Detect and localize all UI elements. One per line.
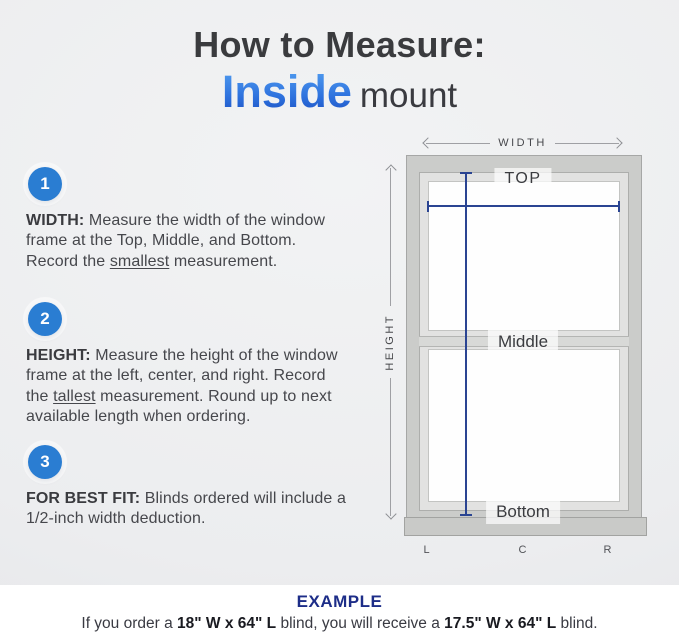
- example-ordered-size: 18" W x 64" L: [177, 615, 277, 632]
- height-arrow-label: HEIGHT: [384, 313, 396, 371]
- arrow-line: [390, 168, 391, 306]
- step-1-number: 1: [40, 174, 50, 193]
- step-2-underlined-word: tallest: [53, 387, 96, 405]
- step-2-text-pre: Measure the height of the window frame at the left, center, and right. Record the: [26, 347, 338, 405]
- width-arrow-label: WIDTH: [498, 136, 547, 149]
- height-measure-line: [465, 172, 467, 516]
- marker-top: TOP: [494, 168, 551, 190]
- title-line1: How to Measure:: [193, 24, 486, 65]
- example-text: [0, 615, 679, 633]
- example-text-post: blind.: [556, 615, 598, 632]
- title-accent-inside: Inside: [221, 66, 352, 117]
- example-heading: EXAMPLE: [296, 592, 383, 611]
- example-text-pre: If you order a: [81, 615, 178, 632]
- width-arrow: [424, 137, 621, 149]
- width-measure-line: [427, 205, 620, 207]
- arrow-down-icon: [385, 508, 396, 519]
- step-2-number: 2: [40, 309, 50, 328]
- arrow-right-icon: [611, 137, 622, 148]
- window-pane-bottom: [428, 349, 620, 502]
- step-2-text-post: measurement. Round up to next available length when ordering.: [26, 387, 332, 425]
- label-left: L: [423, 544, 431, 556]
- arrow-line: [390, 378, 391, 516]
- height-arrow: [384, 166, 397, 518]
- step-1-underlined-word: smallest: [109, 252, 170, 270]
- example-text-mid: blind, you will receive a: [276, 615, 445, 632]
- step-3-label: FOR BEST FIT:: [26, 490, 141, 507]
- arrow-left-icon: [422, 137, 433, 148]
- marker-bottom: Bottom: [486, 500, 560, 524]
- title-rest-mount: mount: [359, 76, 458, 115]
- step-1-label: WIDTH:: [26, 212, 85, 229]
- label-center: C: [518, 544, 528, 556]
- step-1-text-pre: Measure the width of the window frame at the Top, Middle, and Bottom. Record the: [26, 212, 326, 270]
- step-1-text-post: measurement.: [169, 252, 278, 270]
- step-3-text-pre: Blinds ordered will include a 1/2-inch width deduction.: [26, 490, 346, 528]
- marker-middle: Middle: [488, 330, 558, 354]
- label-right: R: [603, 544, 613, 556]
- arrow-up-icon: [385, 164, 396, 175]
- example-section: [0, 585, 679, 642]
- step-3-number: 3: [40, 452, 50, 471]
- example-received-size: 17.5" W x 64" L: [444, 615, 557, 632]
- arrow-line: [426, 143, 490, 144]
- step-2-label: HEIGHT:: [26, 347, 91, 364]
- window-pane-top: [428, 181, 620, 331]
- arrow-line: [555, 143, 619, 144]
